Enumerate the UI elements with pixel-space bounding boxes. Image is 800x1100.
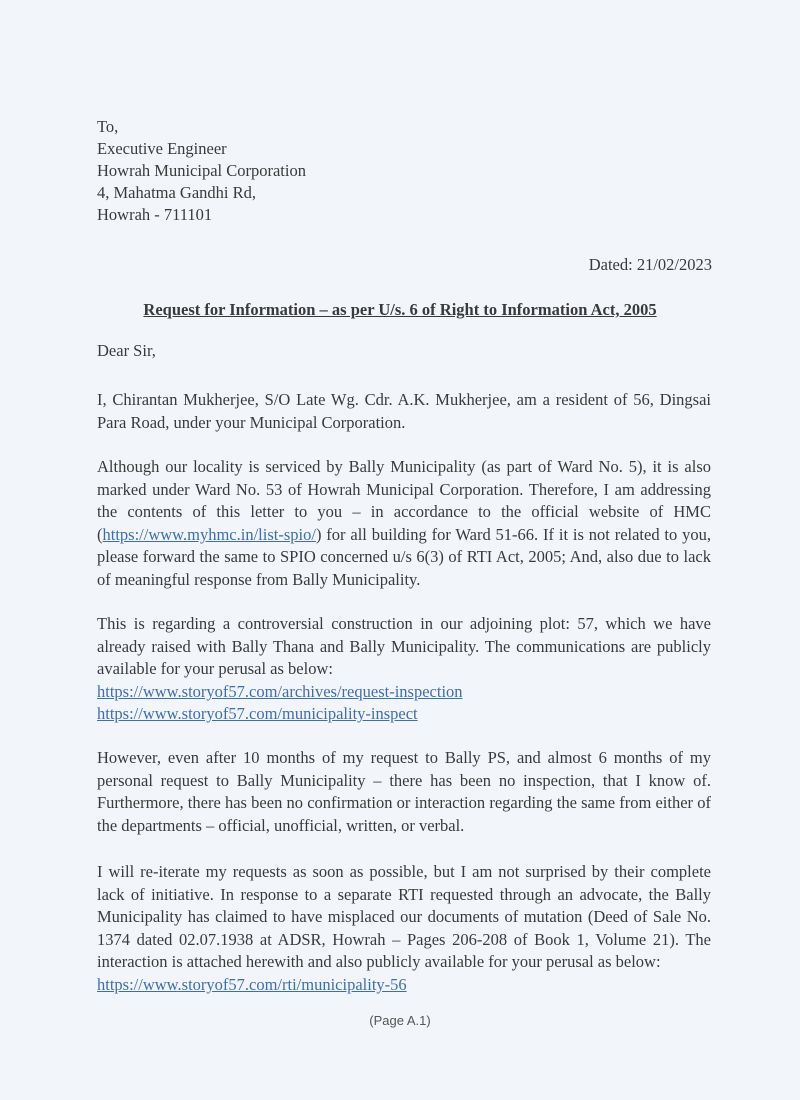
paragraph-jurisdiction [97, 456, 711, 592]
paragraph-text: However, even after 10 months of my request to Bally PS, and almost 6 months of my personal request to Bally Municipality – there has been no inspection, that I know of. Furthermore, there has been no confirmation or interaction regarding the same from either of the departments – official, unofficial, written, or verbal. [97, 748, 711, 835]
paragraph-rti [97, 861, 711, 997]
address-to: To, [97, 117, 119, 136]
request-inspection-link[interactable]: https://www.storyof57.com/archives/request-inspection [97, 681, 463, 701]
address-title: Executive Engineer [97, 139, 227, 158]
letter-subject: Request for Information – as per U/s. 6 of Right to Information Act, 2005 [143, 300, 657, 319]
page-number: (Page A.1) [369, 1013, 431, 1028]
recipient-address [97, 116, 306, 226]
paragraph-introduction [97, 389, 711, 434]
municipality-inspect-link[interactable]: https://www.storyof57.com/municipality-inspect [97, 704, 418, 724]
paragraph-no-inspection [97, 747, 711, 837]
paragraph-text: I, Chirantan Mukherjee, S/O Late Wg. Cdr. A.K. Mukherjee, am a resident of 56, Dingsai Para Road, under your Municipal Corporation. [97, 390, 711, 432]
address-street: 4, Mahatma Gandhi Rd, [97, 183, 257, 202]
paragraph-text: This is regarding a controversial construction in our adjoining plot: 57, which we have already raised with Bally Thana and Bally Municipality. The communications are publicly available for your perusal as below: [97, 614, 711, 679]
hmc-spio-link[interactable]: https://www.myhmc.in/list-spio/ [102, 524, 316, 544]
address-organization: Howrah Municipal Corporation [97, 161, 306, 180]
paragraph-text: I will re-iterate my requests as soon as possible, but I am not surprised by their complete lack of initiative. In response to a separate RTI requested through an advocate, the Bally Municipality has claimed to have misplaced our documents of mutation (Deed of Sale No. 1374 dated 02.07.1938 at ADSR, Howrah – Pages 206-208 of Book 1, Volume 21). The interaction is attached herewith and also publicly available for your perusal as below: [97, 862, 711, 972]
paragraph-text: ) for all building for Ward 51-66. If it is not related to you, please forward the same to SPIO concerned u/s 6(3) of RTI Act, 2005; And, also due to lack of meaningful response from Bally Municipality. [97, 524, 711, 589]
paragraph-text: Although our locality is serviced by Bally Municipality (as part of Ward No. 5), it is also marked under Ward No. 53 of Howrah Municipal Corporation. Therefore, I am addressing the contents of this letter to you – in accordance to the official website of HMC ( [97, 457, 711, 544]
paragraph-construction [97, 613, 711, 726]
rti-municipality-link[interactable]: https://www.storyof57.com/rti/municipality-56 [97, 974, 407, 994]
letter-date: Dated: 21/02/2023 [588, 255, 712, 274]
address-city: Howrah - 711101 [97, 205, 213, 224]
salutation: Dear Sir, [97, 341, 156, 360]
